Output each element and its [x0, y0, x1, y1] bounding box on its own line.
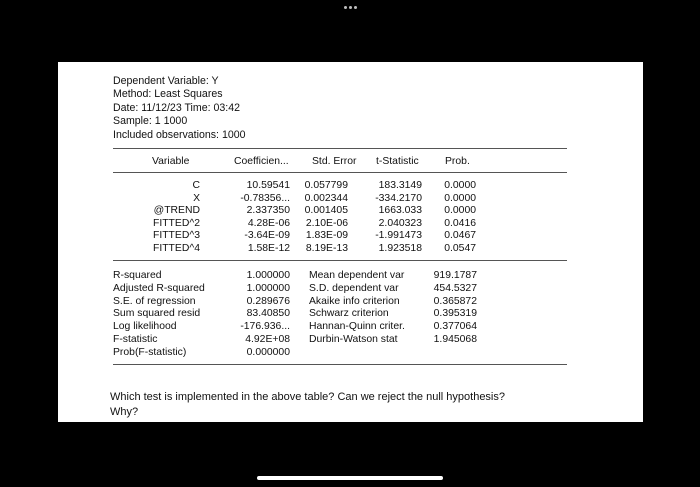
- stderr-value: 1.83E-09: [305, 230, 348, 242]
- stat-value: 0.000000: [246, 346, 290, 358]
- col-stderr: Std. Error: [312, 156, 357, 167]
- date-time: Date: 11/12/23 Time: 03:42: [113, 101, 241, 114]
- divider: [113, 260, 567, 261]
- prob-value: 0.0547: [444, 243, 476, 254]
- stat-label: Prob(F-statistic): [113, 346, 187, 358]
- prob-value: 0.0000: [444, 205, 476, 217]
- stat-label: Hannan-Quinn criter.: [309, 321, 405, 333]
- stderr-value: 0.001405: [304, 205, 348, 217]
- stat-value: 1.000000: [246, 282, 290, 294]
- question-text: [110, 390, 550, 420]
- stat-value: 919.1787: [433, 270, 477, 281]
- stat-value: 1.000000: [246, 270, 290, 281]
- variable-name: X: [193, 192, 200, 204]
- prob-value: 0.0000: [444, 180, 476, 191]
- stat-value: 0.395319: [433, 308, 477, 320]
- stat-label: R-squared: [113, 270, 162, 281]
- tstat-value: 183.3149: [378, 180, 422, 191]
- method: Method: Least Squares: [113, 88, 223, 101]
- variable-name: FITTED^3: [152, 230, 200, 242]
- tstat-value: 1663.033: [378, 205, 422, 217]
- stderr-value: 0.057799: [304, 180, 348, 191]
- stderr-value: 0.002344: [304, 192, 348, 204]
- stat-label: Schwarz criterion: [309, 308, 389, 320]
- tstat-value: -1.991473: [375, 230, 422, 242]
- coefficient-value: -3.64E-09: [244, 230, 290, 242]
- stat-label: Log likelihood: [113, 321, 177, 333]
- coefficient-value: -0.78356...: [240, 192, 290, 204]
- coefficient-value: 1.58E-12: [247, 243, 290, 254]
- variable-name: FITTED^2: [152, 217, 200, 229]
- tstat-value: -334.2170: [375, 192, 422, 204]
- variable-name: FITTED^4: [152, 243, 200, 254]
- coefficient-value: 4.28E-06: [247, 217, 290, 229]
- stat-value: 0.377064: [433, 321, 477, 333]
- stat-label: Akaike info criterion: [309, 295, 400, 307]
- prob-value: 0.0467: [444, 230, 476, 242]
- coefficient-value: 2.337350: [246, 205, 290, 217]
- dependent-variable: Dependent Variable: Y: [113, 75, 219, 87]
- stat-label: S.E. of regression: [113, 295, 196, 307]
- prob-value: 0.0000: [444, 192, 476, 204]
- tstat-value: 1.923518: [378, 243, 422, 254]
- home-indicator[interactable]: [257, 476, 443, 480]
- prob-value: 0.0416: [444, 217, 476, 229]
- stat-value: 454.5327: [433, 282, 477, 294]
- divider: [113, 364, 567, 365]
- stat-value: 83.40850: [246, 308, 290, 320]
- stat-label: Adjusted R-squared: [113, 282, 205, 294]
- stat-label: S.D. dependent var: [309, 282, 399, 294]
- document-page: [58, 62, 643, 422]
- stat-value: 1.945068: [433, 334, 477, 345]
- divider: [113, 148, 567, 149]
- stderr-value: 2.10E-06: [305, 217, 348, 229]
- stat-label: F-statistic: [113, 334, 158, 345]
- observations: Included observations: 1000: [113, 128, 246, 141]
- sample: Sample: 1 1000: [113, 115, 188, 128]
- variable-name: C: [192, 180, 200, 191]
- tstat-value: 2.040323: [378, 217, 422, 229]
- regression-header: [113, 75, 246, 142]
- stat-label: Sum squared resid: [113, 308, 201, 320]
- question-line-1: Which test is implemented in the above table? Can we reject the null hypothesis?: [110, 391, 505, 403]
- variable-name: @TREND: [153, 205, 200, 217]
- stat-value: 0.289676: [246, 295, 290, 307]
- stat-value: -176.936...: [240, 321, 290, 333]
- col-tstat: t-Statistic: [376, 156, 419, 167]
- stat-value: 4.92E+08: [245, 334, 290, 345]
- stat-label: Durbin-Watson stat: [309, 334, 398, 345]
- col-prob: Prob.: [445, 156, 470, 167]
- more-options-icon[interactable]: [344, 6, 358, 10]
- col-variable: Variable: [152, 156, 190, 167]
- divider: [113, 172, 567, 173]
- coefficient-value: 10.59541: [246, 180, 290, 191]
- col-coefficient: Coefficien...: [234, 156, 289, 167]
- stat-value: 0.365872: [433, 295, 477, 307]
- stat-label: Mean dependent var: [309, 270, 405, 281]
- stderr-value: 8.19E-13: [305, 243, 348, 254]
- question-line-2: Why?: [110, 406, 139, 418]
